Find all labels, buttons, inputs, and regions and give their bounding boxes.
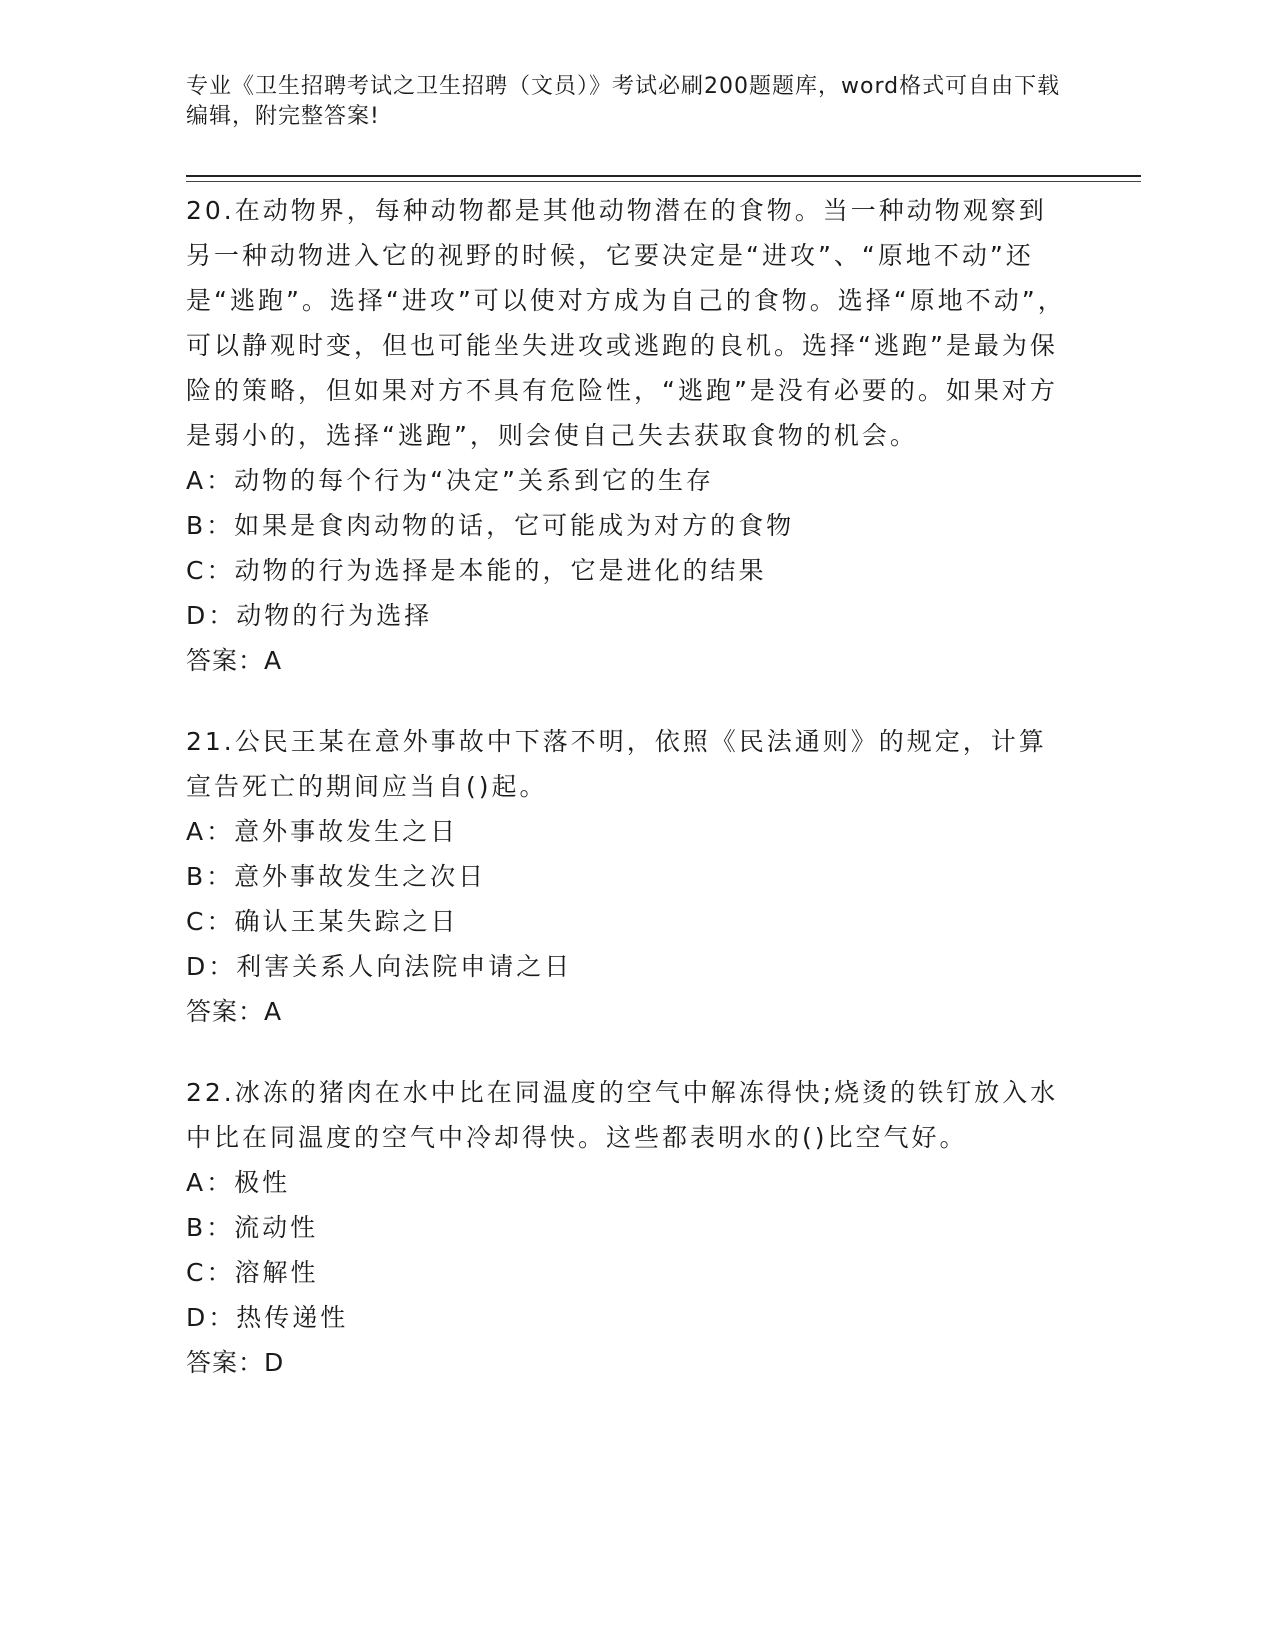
answer-label: 答案：A [186, 646, 283, 675]
option-d: D：热传递性 [186, 1303, 349, 1332]
option-b: B：流动性 [186, 1213, 319, 1242]
question-stem: 21.公民王某在意外事故中下落不明，依照《民法通则》的规定，计算宣告死亡的期间应当自()起。 [186, 727, 1047, 801]
document-header: 专业《卫生招聘考试之卫生招聘（文员）》考试必刷200题题库，word格式可自由下载编辑，附完整答案! [186, 74, 1061, 129]
answer-label: 答案：D [186, 1348, 285, 1377]
question-list [186, 188, 1066, 1421]
option-a: A：极性 [186, 1168, 291, 1197]
option-d: D：动物的行为选择 [186, 601, 433, 630]
answer-label: 答案：A [186, 997, 283, 1026]
question-stem: 22.冰冻的猪肉在水中比在同温度的空气中解冻得快;烧烫的铁钉放入水中比在同温度的空气中冷却得快。这些都表明水的()比空气好。 [186, 1078, 1059, 1152]
header-divider-thin [186, 181, 1141, 182]
question-22 [186, 1070, 1066, 1385]
option-d: D：利害关系人向法院申请之日 [186, 952, 573, 981]
option-c: C：确认王某失踪之日 [186, 907, 459, 936]
question-21 [186, 719, 1066, 1034]
option-a: A：动物的每个行为“决定”关系到它的生存 [186, 466, 715, 495]
option-b: B：意外事故发生之次日 [186, 862, 487, 891]
header-divider-thick [186, 175, 1141, 177]
option-b: B：如果是食肉动物的话，它可能成为对方的食物 [186, 511, 795, 540]
question-stem: 20.在动物界，每种动物都是其他动物潜在的食物。当一种动物观察到另一种动物进入它的视野的时候，它要决定是“进攻”、“原地不动”还是“逃跑”。选择“进攻”可以使对方成为自己的食物。选择“原地不动”，可以静观时变，但也可能坐失进攻或逃跑的良机。选择“逃跑”是最为保险的策略，但如果对方不具有危险性，“逃跑”是没有必要的。如果对方是弱小的，选择“逃跑”，则会使自己失去获取食物的机会。 [186, 196, 1066, 450]
option-a: A：意外事故发生之日 [186, 817, 459, 846]
option-c: C：动物的行为选择是本能的，它是进化的结果 [186, 556, 767, 585]
option-c: C：溶解性 [186, 1258, 319, 1287]
question-20 [186, 188, 1066, 683]
